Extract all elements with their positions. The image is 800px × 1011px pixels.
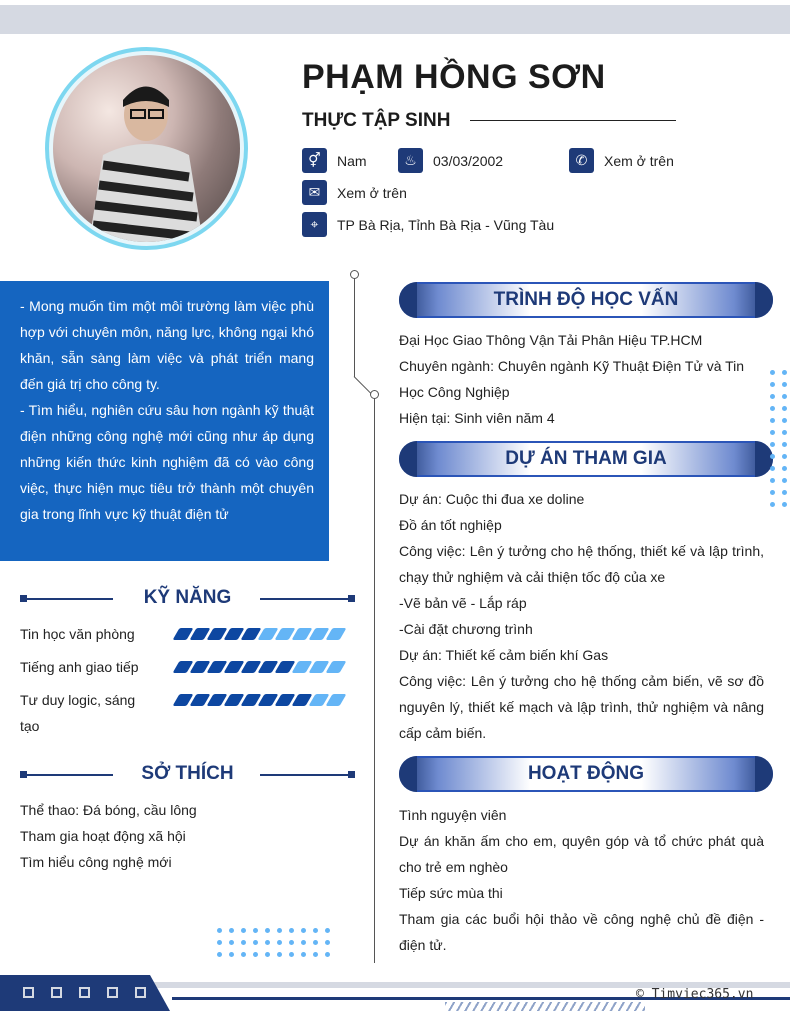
dot [289,928,294,933]
dot [782,418,787,423]
dot [277,952,282,957]
timeline-dot [350,270,359,279]
dot [782,478,787,483]
phone-icon: ✆ [569,148,594,173]
footer-square [23,987,34,998]
objective-paragraph: - Mong muốn tìm một môi trường làm việc phù hợp với chuyên môn, năng lực, không ngại khó khăn, sẵn sàng làm việc và phát triển mang đến giá trị cho công ty. [20,298,314,392]
activities-heading-text: HOẠT ĐỘNG [527,763,645,784]
skills-heading-text: KỸ NĂNG [143,587,232,608]
activity-line: Tình nguyện viên [399,807,507,823]
project-line: Công việc: Lên ý tưởng cho hệ thống cảm biến, vẽ sơ đồ nguyên lý, thiết kế mạch và lập trình, thử nghiệm và nâng cấp cảm biến. [399,673,764,741]
birthday-cake-icon: ♨ [398,148,423,173]
activities-body [399,802,764,958]
top-banner [0,5,790,34]
footer-stripes [445,1002,645,1011]
skills-heading [20,587,355,611]
contact-address [302,212,554,237]
dot [277,940,282,945]
dot [289,952,294,957]
dot [770,406,775,411]
dot [782,502,787,507]
dot [265,928,270,933]
projects-body [399,486,764,746]
education-heading [399,282,773,318]
timeline-line [354,277,355,377]
skill-segment [326,694,347,706]
dot [229,940,234,945]
project-line: Dự án: Thiết kế cảm biến khí Gas [399,647,609,663]
projects-heading [399,441,773,477]
dot [265,952,270,957]
project-line: Công việc: Lên ý tưởng cho hệ thống, thiết kế và lập trình, chạy thử nghiệm và cải thiện tốc độ của xe [399,543,764,585]
contact-gender [302,148,367,173]
dot [325,940,330,945]
contact-birthday [398,148,503,173]
dot [782,442,787,447]
dot [770,490,775,495]
email-value: Xem ở trên [337,184,407,201]
dot [313,940,318,945]
dot [253,952,258,957]
education-body [399,327,764,431]
dot [782,394,787,399]
career-objective [0,281,329,561]
dot [229,952,234,957]
gender-icon: ⚥ [302,148,327,173]
contact-phone [569,148,674,173]
dot [277,928,282,933]
gender-value: Nam [337,152,367,169]
project-line: -Vẽ bản vẽ - Lắp ráp [399,595,527,611]
title-divider [470,120,676,121]
dot [770,502,775,507]
education-heading-text: TRÌNH ĐỘ HỌC VẤN [493,289,679,310]
dot [325,952,330,957]
hobby-item: Tìm hiểu công nghệ mới [20,854,172,870]
education-line: Hiện tại: Sinh viên năm 4 [399,410,555,426]
hobbies-heading [20,763,355,787]
timeline-dot [370,390,379,399]
footer-square [107,987,118,998]
dot [241,940,246,945]
phone-value: Xem ở trên [604,152,674,169]
activities-heading [399,756,773,792]
decorative-dots [770,370,787,507]
dot [770,466,775,471]
dot [782,382,787,387]
project-line: Dự án: Cuộc thi đua xe doline [399,491,585,507]
dot [782,490,787,495]
dot [770,394,775,399]
dot [770,382,775,387]
projects-heading-text: DỰ ÁN THAM GIA [505,448,667,469]
dot [313,952,318,957]
footer-square [135,987,146,998]
dot [770,418,775,423]
dot [253,940,258,945]
dot [301,952,306,957]
footer-square [51,987,62,998]
dot [770,430,775,435]
project-line: -Cài đặt chương trình [399,621,533,637]
footer-square [79,987,90,998]
dot [770,478,775,483]
email-icon: ✉ [302,180,327,205]
skill-level-bar [176,628,343,640]
dot [301,940,306,945]
dot [253,928,258,933]
activity-line: Dự án khăn ấm cho em, quyên góp và tổ chức phát quà cho trẻ em nghèo [399,833,764,875]
dot [217,928,222,933]
dot [289,940,294,945]
birthday-value: 03/03/2002 [433,152,504,169]
skill-segment [326,628,347,640]
objective-paragraph: - Tìm hiểu, nghiên cứu sâu hơn ngành kỹ thuật điện những công nghệ mới cũng như áp dụng những kiến thức kinh nghiệm đã có vào công việc, thực hiện mục tiêu trở thành một chuyên gia trong lĩnh vực kỹ thuật điện tử [20,402,314,522]
dot [265,940,270,945]
dot [770,454,775,459]
skill-name: Tiếng anh giao tiếp [20,659,139,675]
candidate-name: PHẠM HỒNG SƠN [302,58,606,96]
address-value: TP Bà Rịa, Tỉnh Bà Rịa - Vũng Tàu [337,216,555,233]
education-line: Đại Học Giao Thông Vận Tải Phân Hiệu TP.HCM [399,332,703,348]
dot [217,940,222,945]
hobby-item: Thể thao: Đá bóng, cầu lông [20,802,197,818]
project-line: Đồ án tốt nghiệp [399,517,502,533]
dot [782,454,787,459]
profile-photo [53,55,240,242]
hobby-item: Tham gia hoạt động xã hội [20,828,186,844]
timeline-line [374,398,375,963]
activity-line: Tham gia các buổi hội thảo về công nghệ chủ đề điện - điện tử. [399,911,764,953]
hobbies-heading-text: SỞ THÍCH [141,763,234,784]
contact-email [302,180,407,205]
education-line: Chuyên ngành: Chuyên ngành Kỹ Thuật Điện Tử và Tin Học Công Nghiệp [399,358,745,400]
dot [241,928,246,933]
dot [325,928,330,933]
dot [770,370,775,375]
dot [217,952,222,957]
avatar [45,47,248,250]
dot [313,928,318,933]
skill-name: Tin học văn phòng [20,626,135,642]
dot [229,928,234,933]
decorative-dots [217,928,330,957]
job-title: THỰC TẬP SINH [302,110,451,131]
skill-name: Tư duy logic, sáng tạo [20,692,136,734]
dot [301,928,306,933]
watermark: © Timviec365.vn [636,987,754,1002]
skill-level-bar [176,661,343,673]
dot [770,442,775,447]
dot [782,466,787,471]
location-pin-icon: ⌖ [302,212,327,237]
skill-segment [326,661,347,673]
dot [782,406,787,411]
skill-level-bar [176,694,343,706]
activity-line: Tiếp sức mùa thi [399,885,503,901]
dot [782,430,787,435]
dot [241,952,246,957]
dot [782,370,787,375]
